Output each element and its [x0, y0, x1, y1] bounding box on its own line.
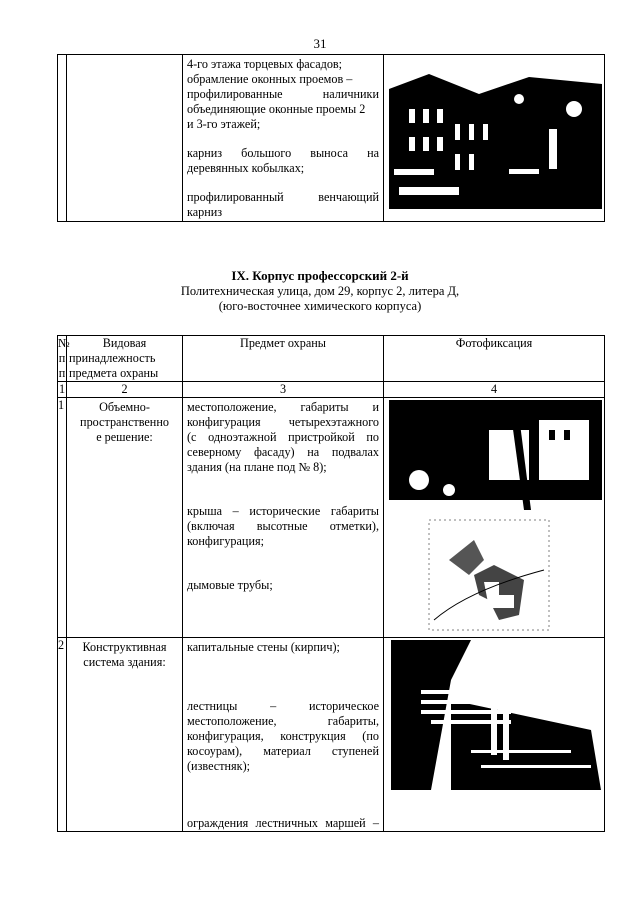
text-line: местоположение, габариты и	[187, 400, 379, 414]
header-type: Видовая принадлежность предмета охраны	[67, 336, 183, 382]
text-line: конфигурация;	[187, 534, 264, 548]
text-line: лестницы – историческое	[187, 699, 379, 713]
text-line: капитальные стены (кирпич);	[187, 640, 340, 654]
text-line: объединяющие оконные проемы 2	[187, 102, 366, 116]
text-line: крыша – исторические габариты	[187, 504, 379, 518]
text-line: карниз	[187, 205, 223, 219]
text-line: профилированные наличники	[187, 87, 379, 101]
text-line: профилированный венчающий	[187, 190, 379, 204]
header-subject: Предмет охраны	[183, 336, 384, 382]
text-line: северному фасаду) на подвалах	[187, 445, 379, 459]
row-type: Конструктивная система здания:	[67, 638, 183, 832]
protection-table	[57, 335, 605, 832]
subject-cell	[183, 55, 384, 222]
building-photo	[389, 69, 602, 209]
text-line: конфигурация четырехэтажного	[187, 415, 379, 429]
row-type: Объемно- пространственно е решение:	[67, 398, 183, 638]
text-line: здания (на плане под № 8);	[187, 460, 327, 474]
num-cell	[58, 55, 67, 222]
text-line: и 3-го этажей;	[187, 117, 261, 131]
text-line: (с одноэтажной пристройкой по	[187, 430, 379, 444]
text-line: (включая высотные отметки),	[187, 519, 379, 533]
col-number: 3	[183, 382, 384, 398]
photo-cell	[384, 55, 605, 222]
text-line: 4-го этажа торцевых фасадов;	[187, 57, 343, 71]
header-row	[58, 336, 605, 382]
address-line: Политехническая улица, дом 29, корпус 2, литера Д,	[180, 284, 460, 298]
header-photo: Фотофиксация	[384, 336, 605, 382]
continuation-table	[57, 54, 605, 222]
text-line: ограждения лестничных маршей –	[187, 816, 379, 830]
row-number: 1	[58, 398, 67, 638]
staircase-photo	[391, 640, 601, 790]
text-line: конфигурация, конструкция (по	[187, 729, 379, 743]
text-line: деревянных кобылках;	[187, 161, 305, 175]
row-number: 2	[58, 638, 67, 832]
text-line: карниз большого выноса на	[187, 146, 379, 160]
table-row	[58, 398, 605, 638]
row-photos	[384, 398, 605, 638]
row-subject	[183, 398, 384, 638]
courtyard-photo	[389, 400, 602, 510]
row-photos	[384, 638, 605, 832]
row-subject	[183, 638, 384, 832]
table-row	[58, 638, 605, 832]
text-line: дымовые трубы;	[187, 578, 273, 592]
type-cell	[67, 55, 183, 222]
site-plan-image	[429, 520, 549, 630]
text-line: местоположение, габариты,	[187, 714, 379, 728]
section-address	[0, 284, 640, 314]
col-number: 4	[384, 382, 605, 398]
note-line: (юго-восточнее химического корпуса)	[218, 299, 422, 313]
text-line: (известняк);	[187, 759, 251, 773]
page-number: 31	[313, 36, 327, 51]
text-line: обрамление оконных проемов –	[187, 72, 353, 86]
section-title: IX. Корпус профессорский 2-й	[231, 268, 409, 283]
column-number-row	[58, 382, 605, 398]
header-num: № п п	[58, 336, 70, 380]
col-number: 1	[58, 382, 66, 396]
text-line: косоурам), материал ступеней	[187, 744, 379, 758]
col-number: 2	[67, 382, 183, 398]
